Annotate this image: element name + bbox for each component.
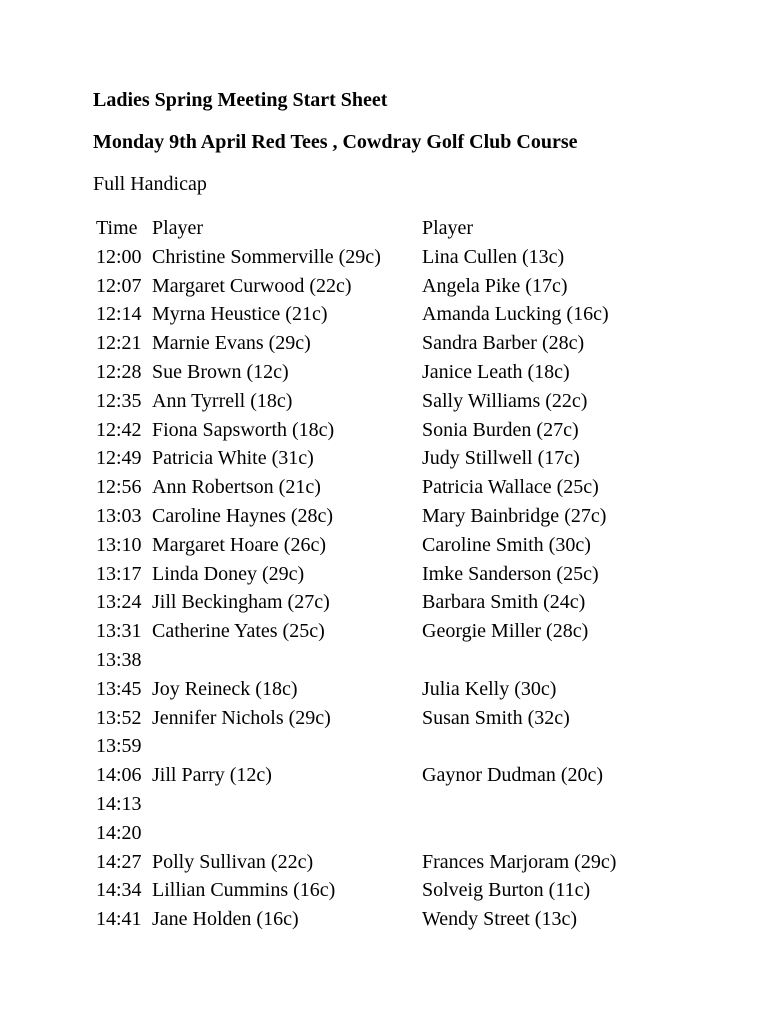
tee-time: 13:59 (96, 735, 142, 758)
player-2: Barbara Smith (24c) (422, 591, 586, 614)
table-row (96, 675, 716, 704)
player-1: Jill Beckingham (27c) (152, 591, 330, 614)
table-row (96, 819, 716, 848)
player-1: Catherine Yates (25c) (152, 620, 325, 643)
table-row (96, 531, 716, 560)
tee-time: 12:49 (96, 447, 142, 470)
player-2: Imke Sanderson (25c) (422, 562, 599, 585)
tee-time: 14:34 (96, 879, 142, 902)
player-1: Patricia White (31c) (152, 447, 314, 470)
player-2: Sonia Burden (27c) (422, 418, 579, 441)
handicap-format: Full Handicap (93, 173, 207, 195)
tee-time: 13:52 (96, 706, 142, 729)
tee-time: 13:24 (96, 591, 142, 614)
player-2: Wendy Street (13c) (422, 908, 577, 931)
tee-time: 13:31 (96, 620, 142, 643)
player-1: Margaret Curwood (22c) (152, 274, 352, 297)
player-2: Judy Stillwell (17c) (422, 447, 580, 470)
tee-time: 14:41 (96, 908, 142, 931)
table-row (96, 790, 716, 819)
table-row (96, 444, 716, 473)
player-2: Frances Marjoram (29c) (422, 850, 617, 873)
tee-time: 14:06 (96, 764, 142, 787)
player-2: Solveig Burton (11c) (422, 879, 591, 902)
tee-time: 12:21 (96, 332, 142, 355)
player-2: Georgie Miller (28c) (422, 620, 589, 643)
tee-time: 13:03 (96, 504, 142, 527)
player-1: Fiona Sapsworth (18c) (152, 418, 335, 441)
header-time: Time (96, 217, 138, 239)
player-1: Caroline Haynes (28c) (152, 504, 334, 527)
document-title: Ladies Spring Meeting Start Sheet (93, 89, 388, 111)
table-row (96, 243, 716, 272)
player-2: Julia Kelly (30c) (422, 677, 557, 700)
player-1: Ann Tyrrell (18c) (152, 389, 293, 412)
tee-time: 12:35 (96, 389, 142, 412)
tee-time: 12:14 (96, 303, 142, 326)
tee-time: 13:45 (96, 677, 142, 700)
table-row (96, 704, 716, 733)
table-row (96, 272, 716, 301)
table-row (96, 876, 716, 905)
table-row (96, 300, 716, 329)
player-1: Marnie Evans (29c) (152, 332, 311, 355)
player-1: Christine Sommerville (29c) (152, 245, 381, 268)
table-row (96, 560, 716, 589)
player-2: Lina Cullen (13c) (422, 245, 565, 268)
header-player-1: Player (152, 217, 204, 239)
tee-time: 12:00 (96, 245, 142, 268)
player-1: Jill Parry (12c) (152, 764, 272, 787)
table-row (96, 329, 716, 358)
table-row (96, 732, 716, 761)
tee-time: 13:38 (96, 648, 142, 671)
table-row (96, 905, 716, 934)
tee-time: 12:56 (96, 476, 142, 499)
player-2: Amanda Lucking (16c) (422, 303, 609, 326)
player-2: Angela Pike (17c) (422, 274, 568, 297)
tee-time: 13:17 (96, 562, 142, 585)
player-2: Gaynor Dudman (20c) (422, 764, 604, 787)
player-1: Jane Holden (16c) (152, 908, 299, 931)
table-row (96, 358, 716, 387)
table-row (96, 416, 716, 445)
player-2: Janice Leath (18c) (422, 360, 570, 383)
tee-time: 13:10 (96, 533, 142, 556)
table-header-row (96, 214, 716, 243)
player-1: Linda Doney (29c) (152, 562, 305, 585)
player-1: Sue Brown (12c) (152, 360, 289, 383)
tee-time: 14:27 (96, 850, 142, 873)
player-2: Sally Williams (22c) (422, 389, 588, 412)
player-1: Jennifer Nichols (29c) (152, 706, 331, 729)
start-sheet-table (96, 214, 716, 934)
table-row (96, 502, 716, 531)
header-player-2: Player (422, 217, 474, 239)
table-row (96, 848, 716, 877)
tee-time: 12:42 (96, 418, 142, 441)
player-2: Susan Smith (32c) (422, 706, 570, 729)
player-2: Sandra Barber (28c) (422, 332, 585, 355)
tee-time: 12:07 (96, 274, 142, 297)
player-2: Mary Bainbridge (27c) (422, 504, 607, 527)
tee-time: 14:20 (96, 821, 142, 844)
table-row (96, 473, 716, 502)
table-row (96, 387, 716, 416)
table-row (96, 761, 716, 790)
player-1: Lillian Cummins (16c) (152, 879, 336, 902)
player-2: Caroline Smith (30c) (422, 533, 591, 556)
document-event-line: Monday 9th April Red Tees , Cowdray Golf Club Course (93, 131, 578, 153)
tee-time: 14:13 (96, 792, 142, 815)
player-1: Margaret Hoare (26c) (152, 533, 326, 556)
player-1: Myrna Heustice (21c) (152, 303, 328, 326)
tee-time: 12:28 (96, 360, 142, 383)
player-1: Joy Reineck (18c) (152, 677, 298, 700)
table-row (96, 588, 716, 617)
player-1: Ann Robertson (21c) (152, 476, 321, 499)
player-2: Patricia Wallace (25c) (422, 476, 599, 499)
table-row (96, 646, 716, 675)
player-1: Polly Sullivan (22c) (152, 850, 314, 873)
table-row (96, 617, 716, 646)
